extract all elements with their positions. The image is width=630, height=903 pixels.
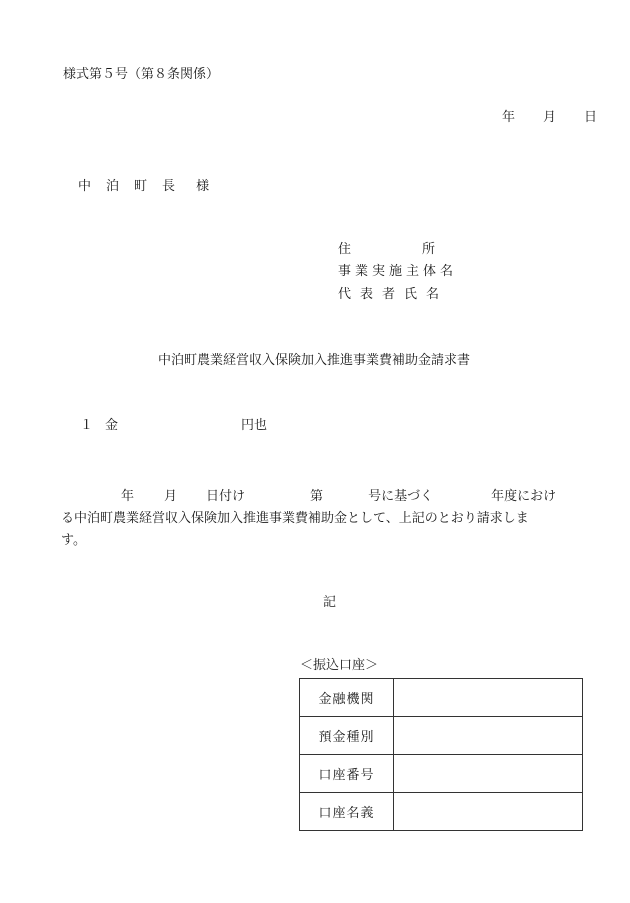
account-holder-field[interactable] [394, 793, 583, 831]
document-title: 中泊町農業経営収入保険加入推進事業費補助金請求書 [158, 353, 471, 368]
body-month: 月 [164, 489, 178, 504]
applicant-representative-label: 代表者氏名 [338, 287, 449, 302]
body-line-3: す。 [61, 533, 86, 548]
account-number-label: 口座番号 [300, 755, 394, 793]
addressee-honorific: 様 [196, 179, 225, 194]
amount-yen-label: 円也 [241, 418, 268, 433]
date-month-label: 月 [542, 110, 556, 125]
body-line-1 [61, 486, 581, 508]
date-day-label: 日 [583, 110, 597, 125]
applicant-entity-label: 事業実施主体名 [338, 264, 458, 279]
deposit-type-field[interactable] [394, 717, 583, 755]
body-day: 日付け [206, 489, 246, 504]
applicant-address-label [338, 243, 435, 256]
deposit-type-label: 預金種別 [300, 717, 394, 755]
ki-heading: 記 [323, 595, 337, 610]
account-holder-label: 口座名義 [300, 793, 394, 831]
table-row [300, 793, 583, 831]
table-row [300, 679, 583, 717]
bank-name-field[interactable] [394, 679, 583, 717]
bank-account-table [299, 678, 583, 831]
addressee-char: 中 [78, 179, 107, 194]
address-label-right: 所 [422, 242, 436, 257]
account-number-field[interactable] [394, 755, 583, 793]
body-go: 号に基づく [368, 489, 434, 504]
amount-kin-label: 金 [105, 418, 119, 433]
addressee-char: 町 [134, 179, 163, 194]
addressee [78, 180, 224, 193]
body-year: 年 [121, 489, 135, 504]
request-body [61, 486, 581, 552]
bank-account-heading: ＜振込口座＞ [300, 658, 379, 673]
form-number: 様式第５号（第８条関係） [63, 67, 220, 82]
bank-name-label: 金融機関 [300, 679, 394, 717]
body-dai: 第 [310, 489, 324, 504]
body-fiscal: 年度におけ [491, 489, 557, 504]
date-line [502, 111, 597, 124]
date-year-label: 年 [501, 110, 515, 125]
amount-item-number: １ [80, 418, 94, 433]
addressee-char: 泊 [106, 179, 135, 194]
body-line-2: る中泊町農業経営収入保険加入推進事業費補助金として、上記のとおり請求しま [61, 511, 529, 526]
amount-line [80, 419, 267, 432]
address-label-left: 住 [338, 242, 352, 257]
table-row [300, 717, 583, 755]
table-row [300, 755, 583, 793]
addressee-char: 長 [162, 179, 191, 194]
